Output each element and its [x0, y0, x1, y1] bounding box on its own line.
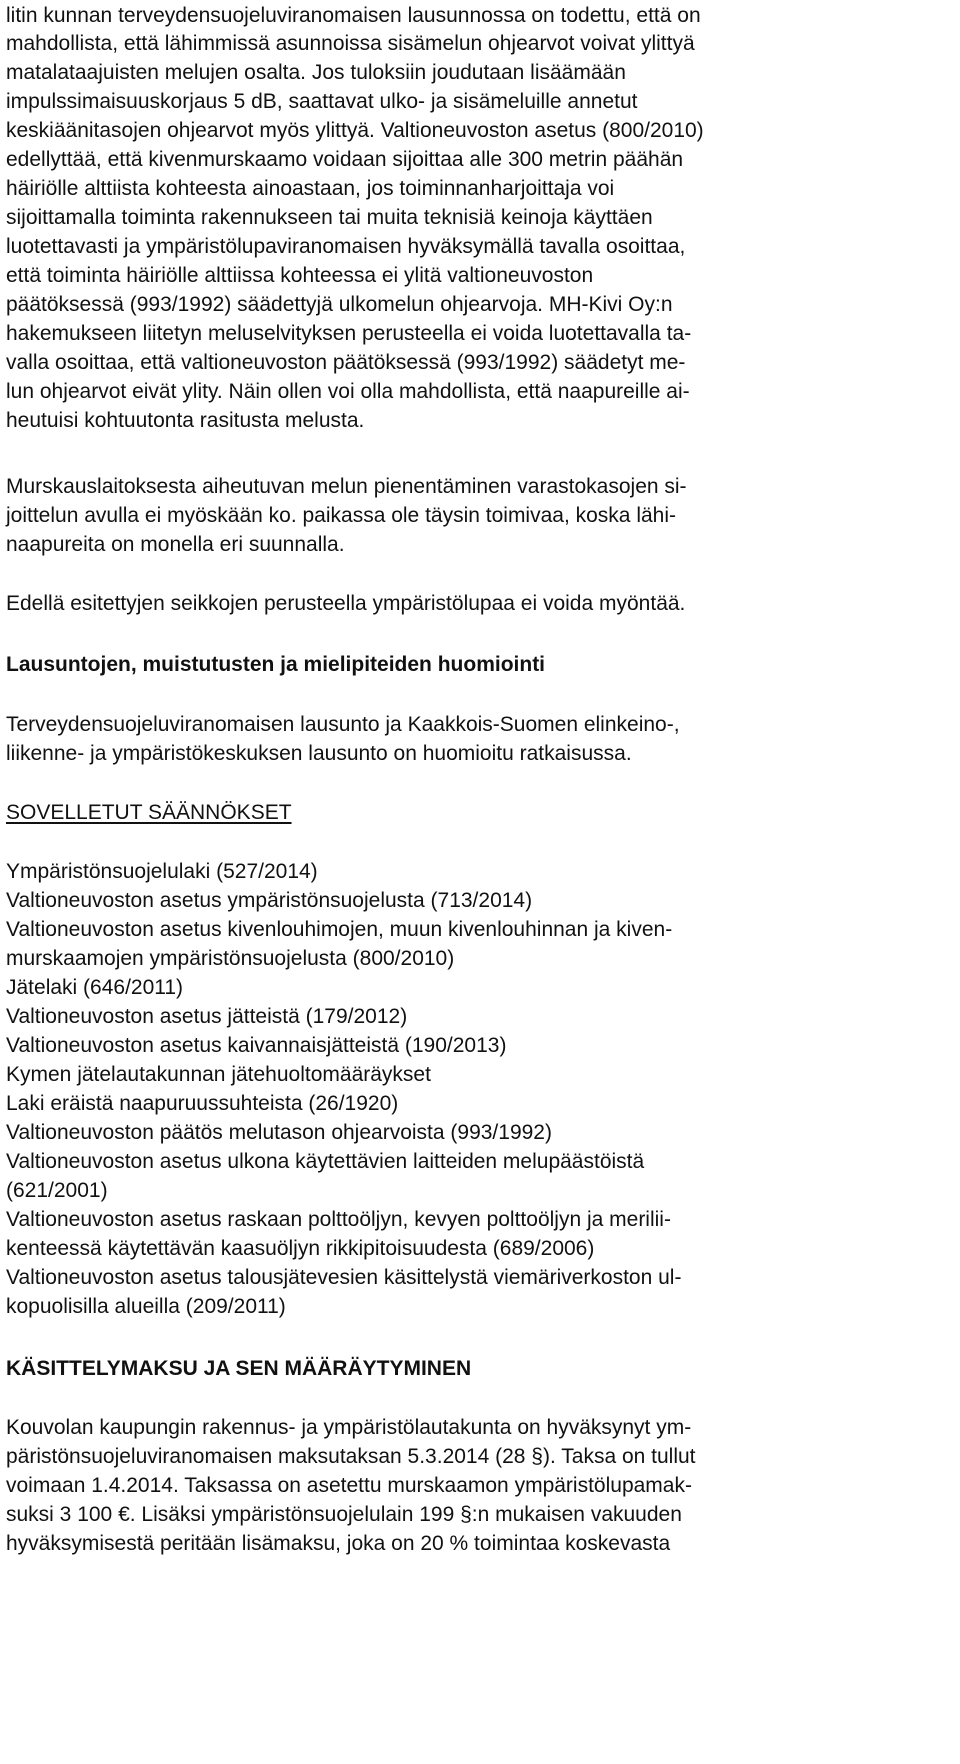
- conclusion-paragraph: Edellä esitettyjen seikkojen perusteella ympäristölupaa ei voida myöntää.: [6, 592, 686, 615]
- list-item: Kymen jätelautakunnan jätehuoltomääräykset: [6, 1063, 431, 1086]
- list-item: Valtioneuvoston asetus kaivannaisjätteistä (190/2013): [6, 1034, 507, 1057]
- text-line: hakemukseen liitetyn meluselvityksen perusteella ei voida luotettavalla ta-: [6, 322, 692, 345]
- text-line: voimaan 1.4.2014. Taksassa on asetettu murskaamon ympäristölupamak-: [6, 1474, 692, 1497]
- section-heading-sovelletut: SOVELLETUT SÄÄNNÖKSET: [6, 801, 292, 824]
- text-line: mahdollista, että lähimmissä asunnoissa sisämelun ohjearvot voivat ylittyä: [6, 32, 695, 55]
- list-item: Ympäristönsuojelulaki (527/2014): [6, 860, 318, 883]
- list-item: murskaamojen ympäristönsuojelusta (800/2010): [6, 947, 455, 970]
- text-line: Terveydensuojeluviranomaisen lausunto ja Kaakkois-Suomen elinkeino-,: [6, 713, 680, 736]
- list-item: (621/2001): [6, 1179, 108, 1202]
- section-heading-lausunnot: Lausuntojen, muistutusten ja mielipiteiden huomiointi: [6, 653, 546, 676]
- text-line: lun ohjearvot eivät ylity. Näin ollen voi olla mahdollista, että naapureille ai-: [6, 380, 690, 403]
- list-item: Valtioneuvoston asetus talousjätevesien käsittelystä viemäriverkoston ul-: [6, 1266, 682, 1289]
- list-item: Jätelaki (646/2011): [6, 976, 184, 999]
- text-line: matalataajuisten melujen osalta. Jos tuloksiin joudutaan lisäämään: [6, 61, 626, 84]
- text-line: päristönsuojeluviranomaisen maksutaksan 5.3.2014 (28 §). Taksa on tullut: [6, 1445, 696, 1468]
- list-item: Valtioneuvoston asetus kivenlouhimojen, muun kivenlouhinnan ja kiven-: [6, 918, 673, 941]
- text-line: joittelun avulla ei myöskään ko. paikassa ole täysin toimivaa, koska lähi-: [6, 504, 677, 527]
- text-line: keskiäänitasojen ohjearvot myös ylittyä. Valtioneuvoston asetus (800/2010): [6, 119, 704, 142]
- text-line: Murskauslaitoksesta aiheutuvan melun pienentäminen varastokasojen si-: [6, 475, 687, 498]
- text-line: naapureita on monella eri suunnalla.: [6, 533, 345, 556]
- text-line: suksi 3 100 €. Lisäksi ympäristönsuojelulain 199 §:n mukaisen vakuuden: [6, 1503, 682, 1526]
- text-line: impulssimaisuuskorjaus 5 dB, saattavat ulko- ja sisämeluille annetut: [6, 90, 638, 113]
- text-line: liikenne- ja ympäristökeskuksen lausunto on huomioitu ratkaisussa.: [6, 742, 632, 765]
- list-item: kopuolisilla alueilla (209/2011): [6, 1295, 286, 1318]
- list-item: Valtioneuvoston asetus raskaan polttoöljyn, kevyen polttoöljyn ja merilii-: [6, 1208, 671, 1231]
- text-line: häiriölle alttiista kohteesta ainoastaan, jos toiminnanharjoittaja voi: [6, 177, 615, 200]
- text-line: hyväksymisestä peritään lisämaksu, joka on 20 % toimintaa koskevasta: [6, 1532, 671, 1555]
- text-line: heutuisi kohtuutonta rasitusta melusta.: [6, 409, 365, 432]
- list-item: Laki eräistä naapuruussuhteista (26/1920): [6, 1092, 399, 1115]
- text-line: valla osoittaa, että valtioneuvoston päätöksessä (993/1992) säädetyt me-: [6, 351, 686, 374]
- text-line: edellyttää, että kivenmurskaamo voidaan sijoittaa alle 300 metrin päähän: [6, 148, 684, 171]
- text-line: luotettavasti ja ympäristölupaviranomaisen hyväksymällä tavalla osoittaa,: [6, 235, 686, 258]
- list-item: Valtioneuvoston päätös melutason ohjearvoista (993/1992): [6, 1121, 552, 1144]
- list-item: Valtioneuvoston asetus jätteistä (179/2012): [6, 1005, 408, 1028]
- text-line: päätöksessä (993/1992) säädettyjä ulkomelun ohjearvoja. MH-Kivi Oy:n: [6, 293, 673, 316]
- text-line: Kouvolan kaupungin rakennus- ja ympäristölautakunta on hyväksynyt ym-: [6, 1416, 692, 1439]
- text-line: että toiminta häiriölle alttiissa kohteessa ei ylitä valtioneuvoston: [6, 264, 594, 287]
- section-heading-kasittelymaksu: KÄSITTELYMAKSU JA SEN MÄÄRÄYTYMINEN: [6, 1357, 472, 1380]
- list-item: kenteessä käytettävän kaasuöljyn rikkipitoisuudesta (689/2006): [6, 1237, 595, 1260]
- list-item: Valtioneuvoston asetus ympäristönsuojelusta (713/2014): [6, 889, 533, 912]
- text-line: litin kunnan terveydensuojeluviranomaisen lausunnossa on todettu, että on: [6, 4, 701, 27]
- text-line: sijoittamalla toiminta rakennukseen tai muita teknisiä keinoja käyttäen: [6, 206, 653, 229]
- list-item: Valtioneuvoston asetus ulkona käytettävien laitteiden melupäästöistä: [6, 1150, 645, 1173]
